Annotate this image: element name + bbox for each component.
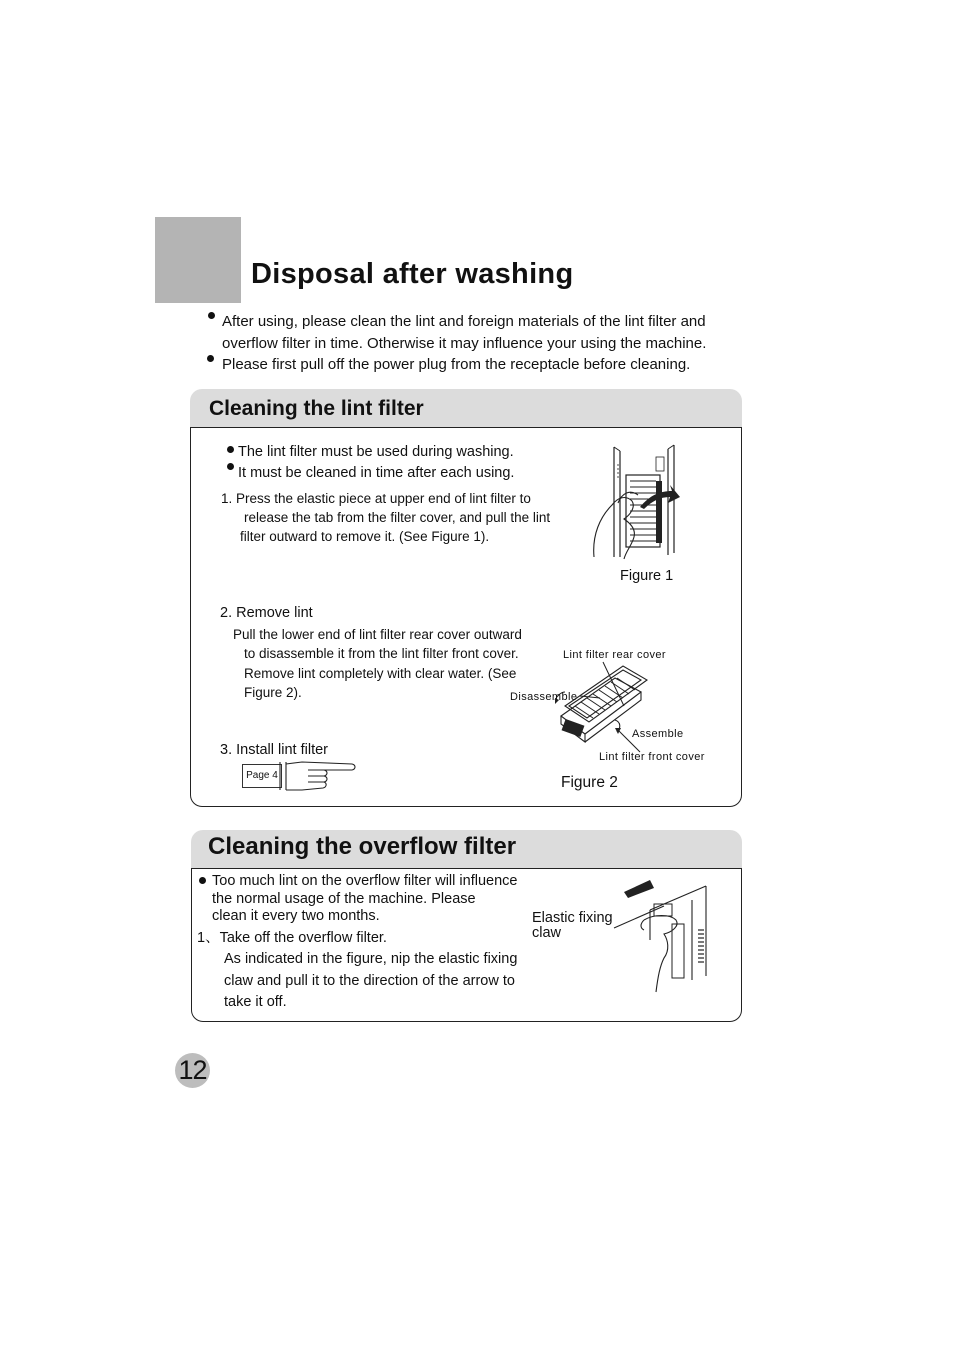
lint-step2-line-3: Remove lint completely with clear water. (See	[244, 666, 517, 681]
page-title: Disposal after washing	[251, 258, 574, 290]
label-rear-cover: Lint filter rear cover	[563, 649, 666, 661]
figure1-caption: Figure 1	[620, 568, 674, 584]
overflow-section-heading: Cleaning the overflow filter	[208, 833, 517, 860]
lint-step1-line-2: release the tab from the filter cover, and pull the lint	[244, 510, 551, 525]
overflow-step1-line-1: As indicated in the figure, nip the elastic fixing	[224, 951, 518, 967]
label-assemble: Assemble	[632, 728, 684, 740]
overflow-bullet-line-3: clean it every two months.	[212, 908, 380, 924]
page-number: 12	[175, 1053, 210, 1088]
lint-step2-line-1: Pull the lower end of lint filter rear cover outward	[233, 627, 522, 642]
bullet-dot	[199, 877, 206, 884]
lint-section-heading: Cleaning the lint filter	[209, 397, 424, 420]
page-reference-box: Page 4	[242, 764, 282, 788]
claw-label-line-2: claw	[532, 925, 562, 941]
lint-bullet-2: It must be cleaned in time after each using.	[238, 465, 515, 481]
claw-label-line-1: Elastic fixing	[532, 910, 613, 926]
overflow-step1-line-2: claw and pull it to the direction of the arrow to	[224, 973, 515, 989]
lint-step1-line-3: filter outward to remove it. (See Figure 1).	[240, 529, 490, 544]
title-accent-block	[155, 217, 241, 303]
lint-step2-line-2: to disassemble it from the lint filter front cover.	[244, 646, 519, 661]
lint-bullet-1: The lint filter must be used during washing.	[238, 444, 514, 460]
pointing-hand-icon	[280, 760, 356, 792]
figure2-caption: Figure 2	[561, 774, 618, 791]
intro-line-3: Please first pull off the power plug from the receptacle before cleaning.	[222, 356, 691, 373]
lint-step3-title: 3. Install lint filter	[220, 742, 328, 758]
bullet-dot	[227, 463, 234, 470]
figure1-lint-filter-illustration	[590, 445, 680, 565]
overflow-bullet-line-1: Too much lint on the overflow filter will influence	[212, 873, 518, 889]
bullet-dot	[227, 446, 234, 453]
lint-step2-line-4: Figure 2).	[244, 685, 302, 700]
intro-line-1: After using, please clean the lint and foreign materials of the lint filter and	[222, 313, 706, 330]
label-front-cover: Lint filter front cover	[599, 751, 705, 763]
bullet-dot	[207, 355, 214, 362]
bullet-dot	[208, 312, 215, 319]
lint-step1-line-1: 1. Press the elastic piece at upper end of lint filter to	[221, 491, 531, 506]
overflow-bullet-line-2: the normal usage of the machine. Please	[212, 891, 476, 907]
overflow-step1-line-3: take it off.	[224, 994, 287, 1010]
lint-step2-title: 2. Remove lint	[220, 605, 313, 621]
figure2-leader-lines	[560, 660, 720, 760]
overflow-step1-title: 1、Take off the overflow filter.	[197, 930, 387, 946]
overflow-filter-illustration	[610, 880, 720, 996]
intro-line-2: overflow filter in time. Otherwise it may influence your using the machine.	[222, 335, 707, 352]
label-disassemble: Disassemble	[510, 691, 578, 703]
